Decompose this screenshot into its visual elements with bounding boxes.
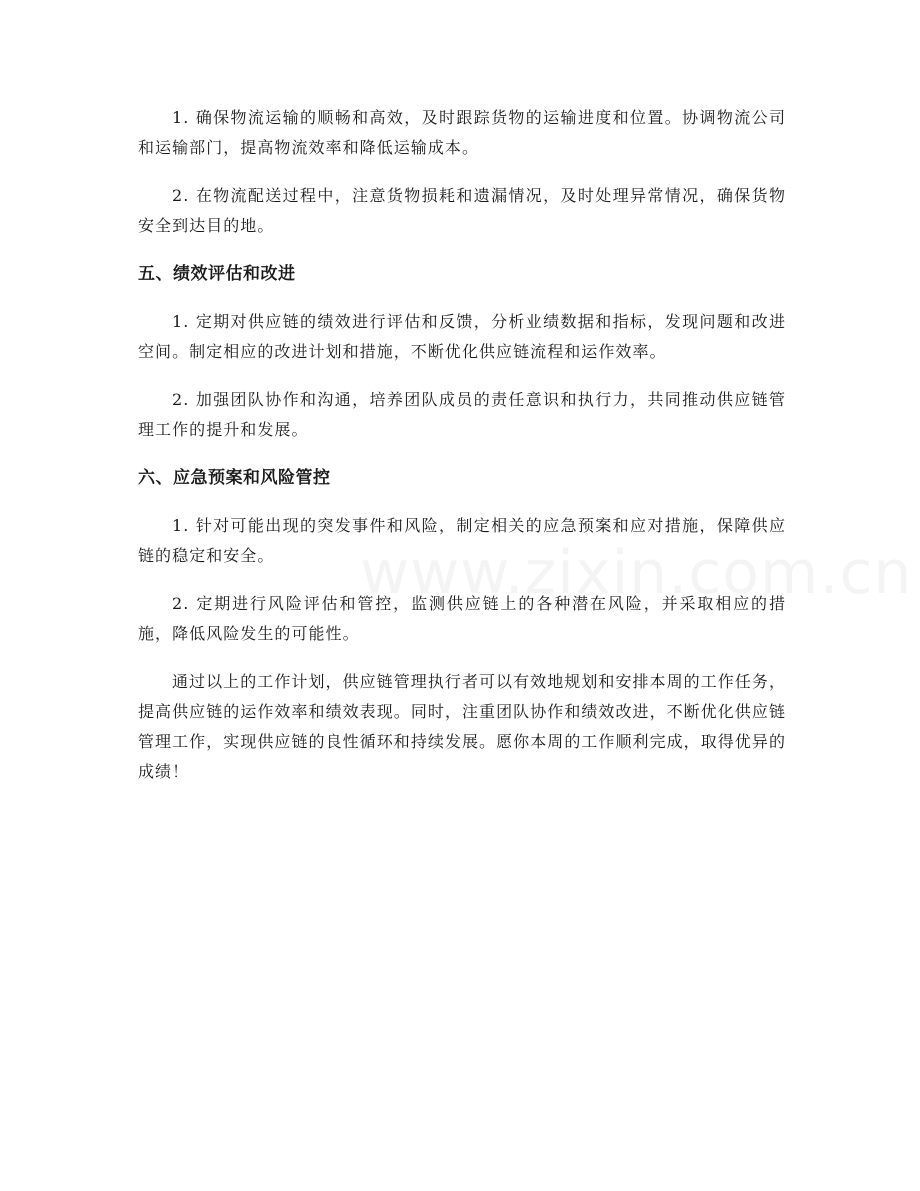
performance-item-1: 1. 定期对供应链的绩效进行评估和反馈，分析业绩数据和指标，发现问题和改进空间。制定相应的改进计划和措施，不断优化供应链流程和运作效率。 bbox=[138, 312, 786, 361]
section-heading-risk: 六、应急预案和风险管控 bbox=[138, 468, 331, 488]
logistics-item-1: 1. 确保物流运输的顺畅和高效，及时跟踪货物的运输进度和位置。协调物流公司和运输部门，提高物流效率和降低运输成本。 bbox=[138, 108, 786, 157]
conclusion-paragraph: 通过以上的工作计划，供应链管理执行者可以有效地规划和安排本周的工作任务，提高供应链的运作效率和绩效表现。同时，注重团队协作和绩效改进，不断优化供应链管理工作，实现供应链的良性循环和持续发展。愿你本周的工作顺利完成，取得优异的成绩！ bbox=[138, 672, 786, 781]
performance-item-2: 2. 加强团队协作和沟通，培养团队成员的责任意识和执行力，共同推动供应链管理工作的提升和发展。 bbox=[138, 390, 786, 439]
document-body bbox=[138, 103, 786, 805]
logistics-item-2: 2. 在物流配送过程中，注意货物损耗和遗漏情况，及时处理异常情况，确保货物安全到达目的地。 bbox=[138, 186, 786, 235]
section-heading-performance: 五、绩效评估和改进 bbox=[138, 264, 296, 284]
risk-item-1: 1. 针对可能出现的突发事件和风险，制定相关的应急预案和应对措施，保障供应链的稳定和安全。 bbox=[138, 516, 786, 565]
risk-item-2: 2. 定期进行风险评估和管控，监测供应链上的各种潜在风险，并采取相应的措施，降低风险发生的可能性。 bbox=[138, 594, 786, 643]
